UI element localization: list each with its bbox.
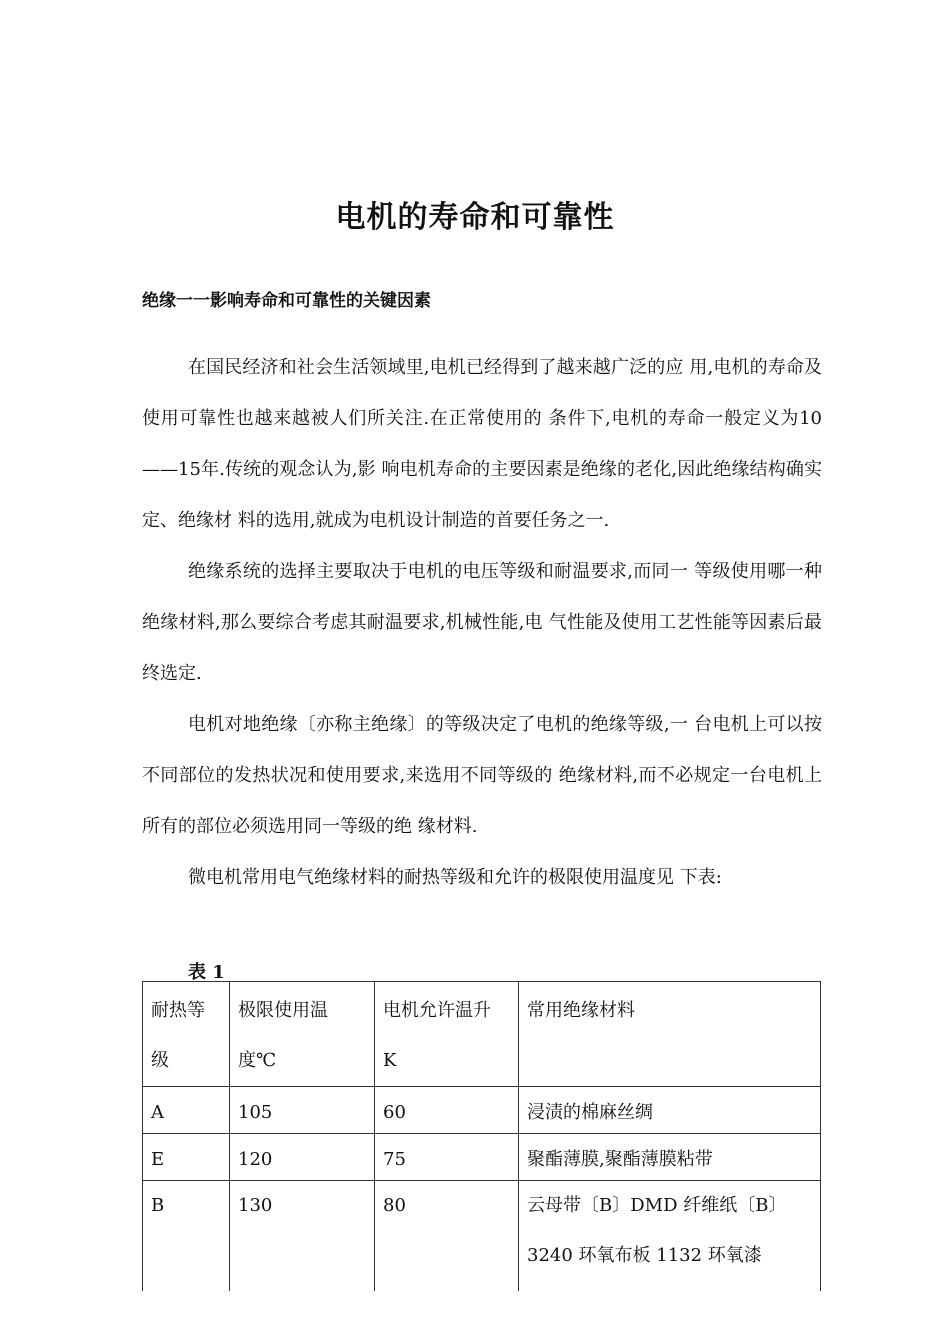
paragraph-2: 绝缘系统的选择主要取决于电机的电压等级和耐温要求,而同一 等级使用哪一种绝缘材料,那么要综合考虑其耐温要求,机械性能,电 气性能及使用工艺性能等因素后最终选定. bbox=[142, 561, 822, 684]
table-cell: E bbox=[143, 1134, 230, 1181]
page-title: 电机的寿命和可靠性 bbox=[335, 200, 615, 235]
header-cell: 耐热等级 bbox=[143, 982, 230, 1087]
table-cell: 云母带〔B〕DMD 纤维纸〔B〕3240 环氧布板 1132 环氧漆 bbox=[519, 1181, 821, 1292]
table-row bbox=[143, 1134, 821, 1181]
table-cell: 60 bbox=[375, 1087, 519, 1134]
paragraph-1: 在国民经济和社会生活领域里,电机已经得到了越来越广泛的应 用,电机的寿命及使用可靠性也越来越被人们所关注.在正常使用的 条件下,电机的寿命一般定义为10——15年.传统的观念认为,影 响电机寿命的主要因素是绝缘的老化,因此绝缘结构确实定、绝缘材 料的选用,就成为电机设计制造的首要任务之一. bbox=[142, 357, 822, 531]
header-cell: 电机允许温升 K bbox=[375, 982, 519, 1087]
table-cell: 浸渍的棉麻丝绸 bbox=[519, 1087, 821, 1134]
table-cell: 聚酯薄膜,聚酯薄膜粘带 bbox=[519, 1134, 821, 1181]
table-cell: 80 bbox=[375, 1181, 519, 1292]
table-cell: 120 bbox=[230, 1134, 375, 1181]
table-cell: B bbox=[143, 1181, 230, 1292]
table-cell: A bbox=[143, 1087, 230, 1134]
table-cell: 130 bbox=[230, 1181, 375, 1292]
table-cell: 75 bbox=[375, 1134, 519, 1181]
table-caption: 表 1 bbox=[188, 962, 225, 983]
section-heading: 绝缘一一影响寿命和可靠性的关键因素 bbox=[142, 291, 431, 311]
table-header-row bbox=[143, 982, 821, 1087]
paragraph-3: 电机对地绝缘〔亦称主绝缘〕的等级决定了电机的绝缘等级,一 台电机上可以按不同部位的发热状况和使用要求,来选用不同等级的 绝缘材料,而不必规定一台电机上所有的部位必须选用同一等级的绝 缘材料. bbox=[142, 714, 822, 837]
header-cell: 常用绝缘材料 bbox=[519, 982, 821, 1087]
header-cell: 极限使用温度℃ bbox=[230, 982, 375, 1087]
table-cell: 105 bbox=[230, 1087, 375, 1134]
table-row bbox=[143, 1181, 821, 1292]
paragraph-4: 微电机常用电气绝缘材料的耐热等级和允许的极限使用温度见 下表: bbox=[188, 867, 722, 888]
table-row bbox=[143, 1087, 821, 1134]
insulation-table bbox=[142, 981, 821, 1291]
body-text bbox=[142, 342, 822, 903]
